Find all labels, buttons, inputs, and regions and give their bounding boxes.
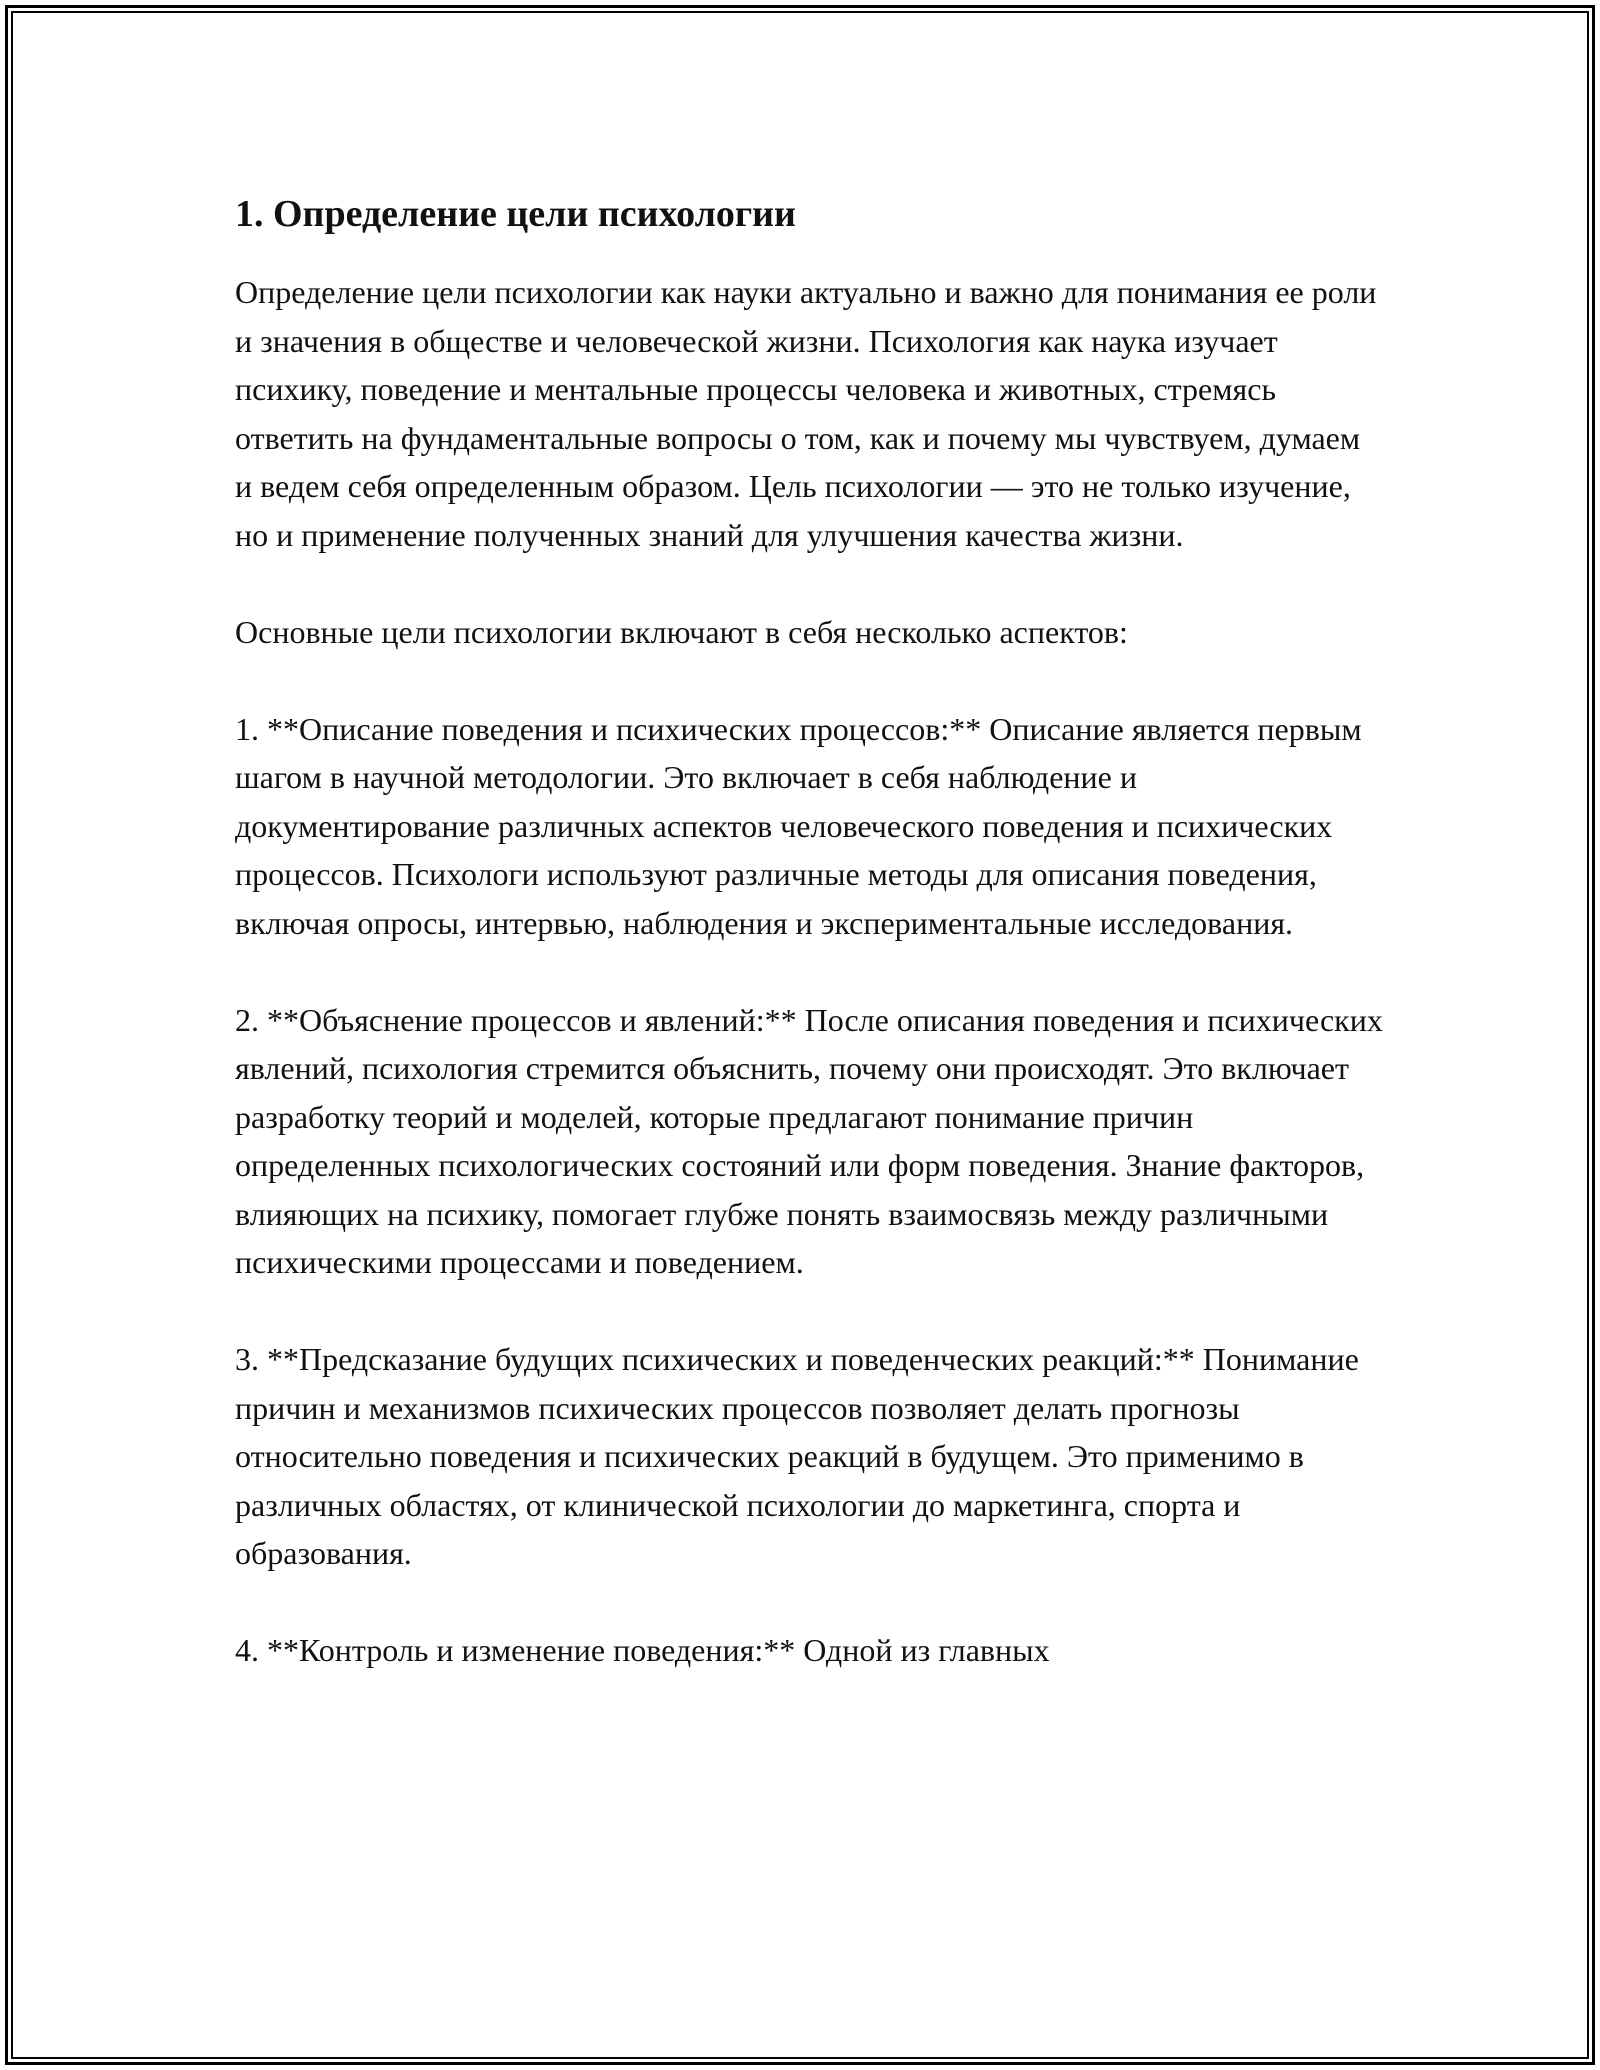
paragraph-goals-lead: Основные цели психологии включают в себя несколько аспектов: <box>235 613 1128 650</box>
document-body <box>235 190 1385 1675</box>
list-item-explanation: 2. **Объяснение процессов и явлений:** После описания поведения и психических явлений, психология стремится объяснить, почему они происходят. Это включает разработку теорий и моделей, которые предлагают понимание причин определенных психологических состояний или форм поведения. Знание факторов, влияющих на психику, помогает глубже понять взаимосвязь между различными психическими процессами и поведением. <box>235 1001 1383 1280</box>
list-item-control: 4. **Контроль и изменение поведения:** Одной из главных <box>235 1632 1050 1668</box>
paragraph-intro: Определение цели психологии как науки актуально и важно для понимания ее роли и значения в обществе и человеческой жизни. Психология как наука изучает психику, поведение и ментальные процессы человека и животных, стремясь ответить на фундаментальные вопросы о том, как и почему мы чувствуем, думаем и ведем себя определенным образом. Цель психологии — это не только изучение, но и применение полученных знаний для улучшения качества жизни. <box>235 274 1377 553</box>
section-title: 1. Определение цели психологии <box>235 193 796 235</box>
list-item-prediction: 3. **Предсказание будущих психических и поведенческих реакций:** Понимание причин и механизмов психических процессов позволяет делать прогнозы относительно поведения и психических реакций в будущем. Это применимо в различных областях, от клинической психологии до маркетинга, спорта и образования. <box>235 1341 1359 1571</box>
list-item-description: 1. **Описание поведения и психических процессов:** Описание является первым шагом в научной методологии. Это включает в себя наблюдение и документирование различных аспектов человеческого поведения и психических процессов. Психологи используют различные методы для описания поведения, включая опросы, интервью, наблюдения и экспериментальные исследования. <box>235 710 1362 941</box>
